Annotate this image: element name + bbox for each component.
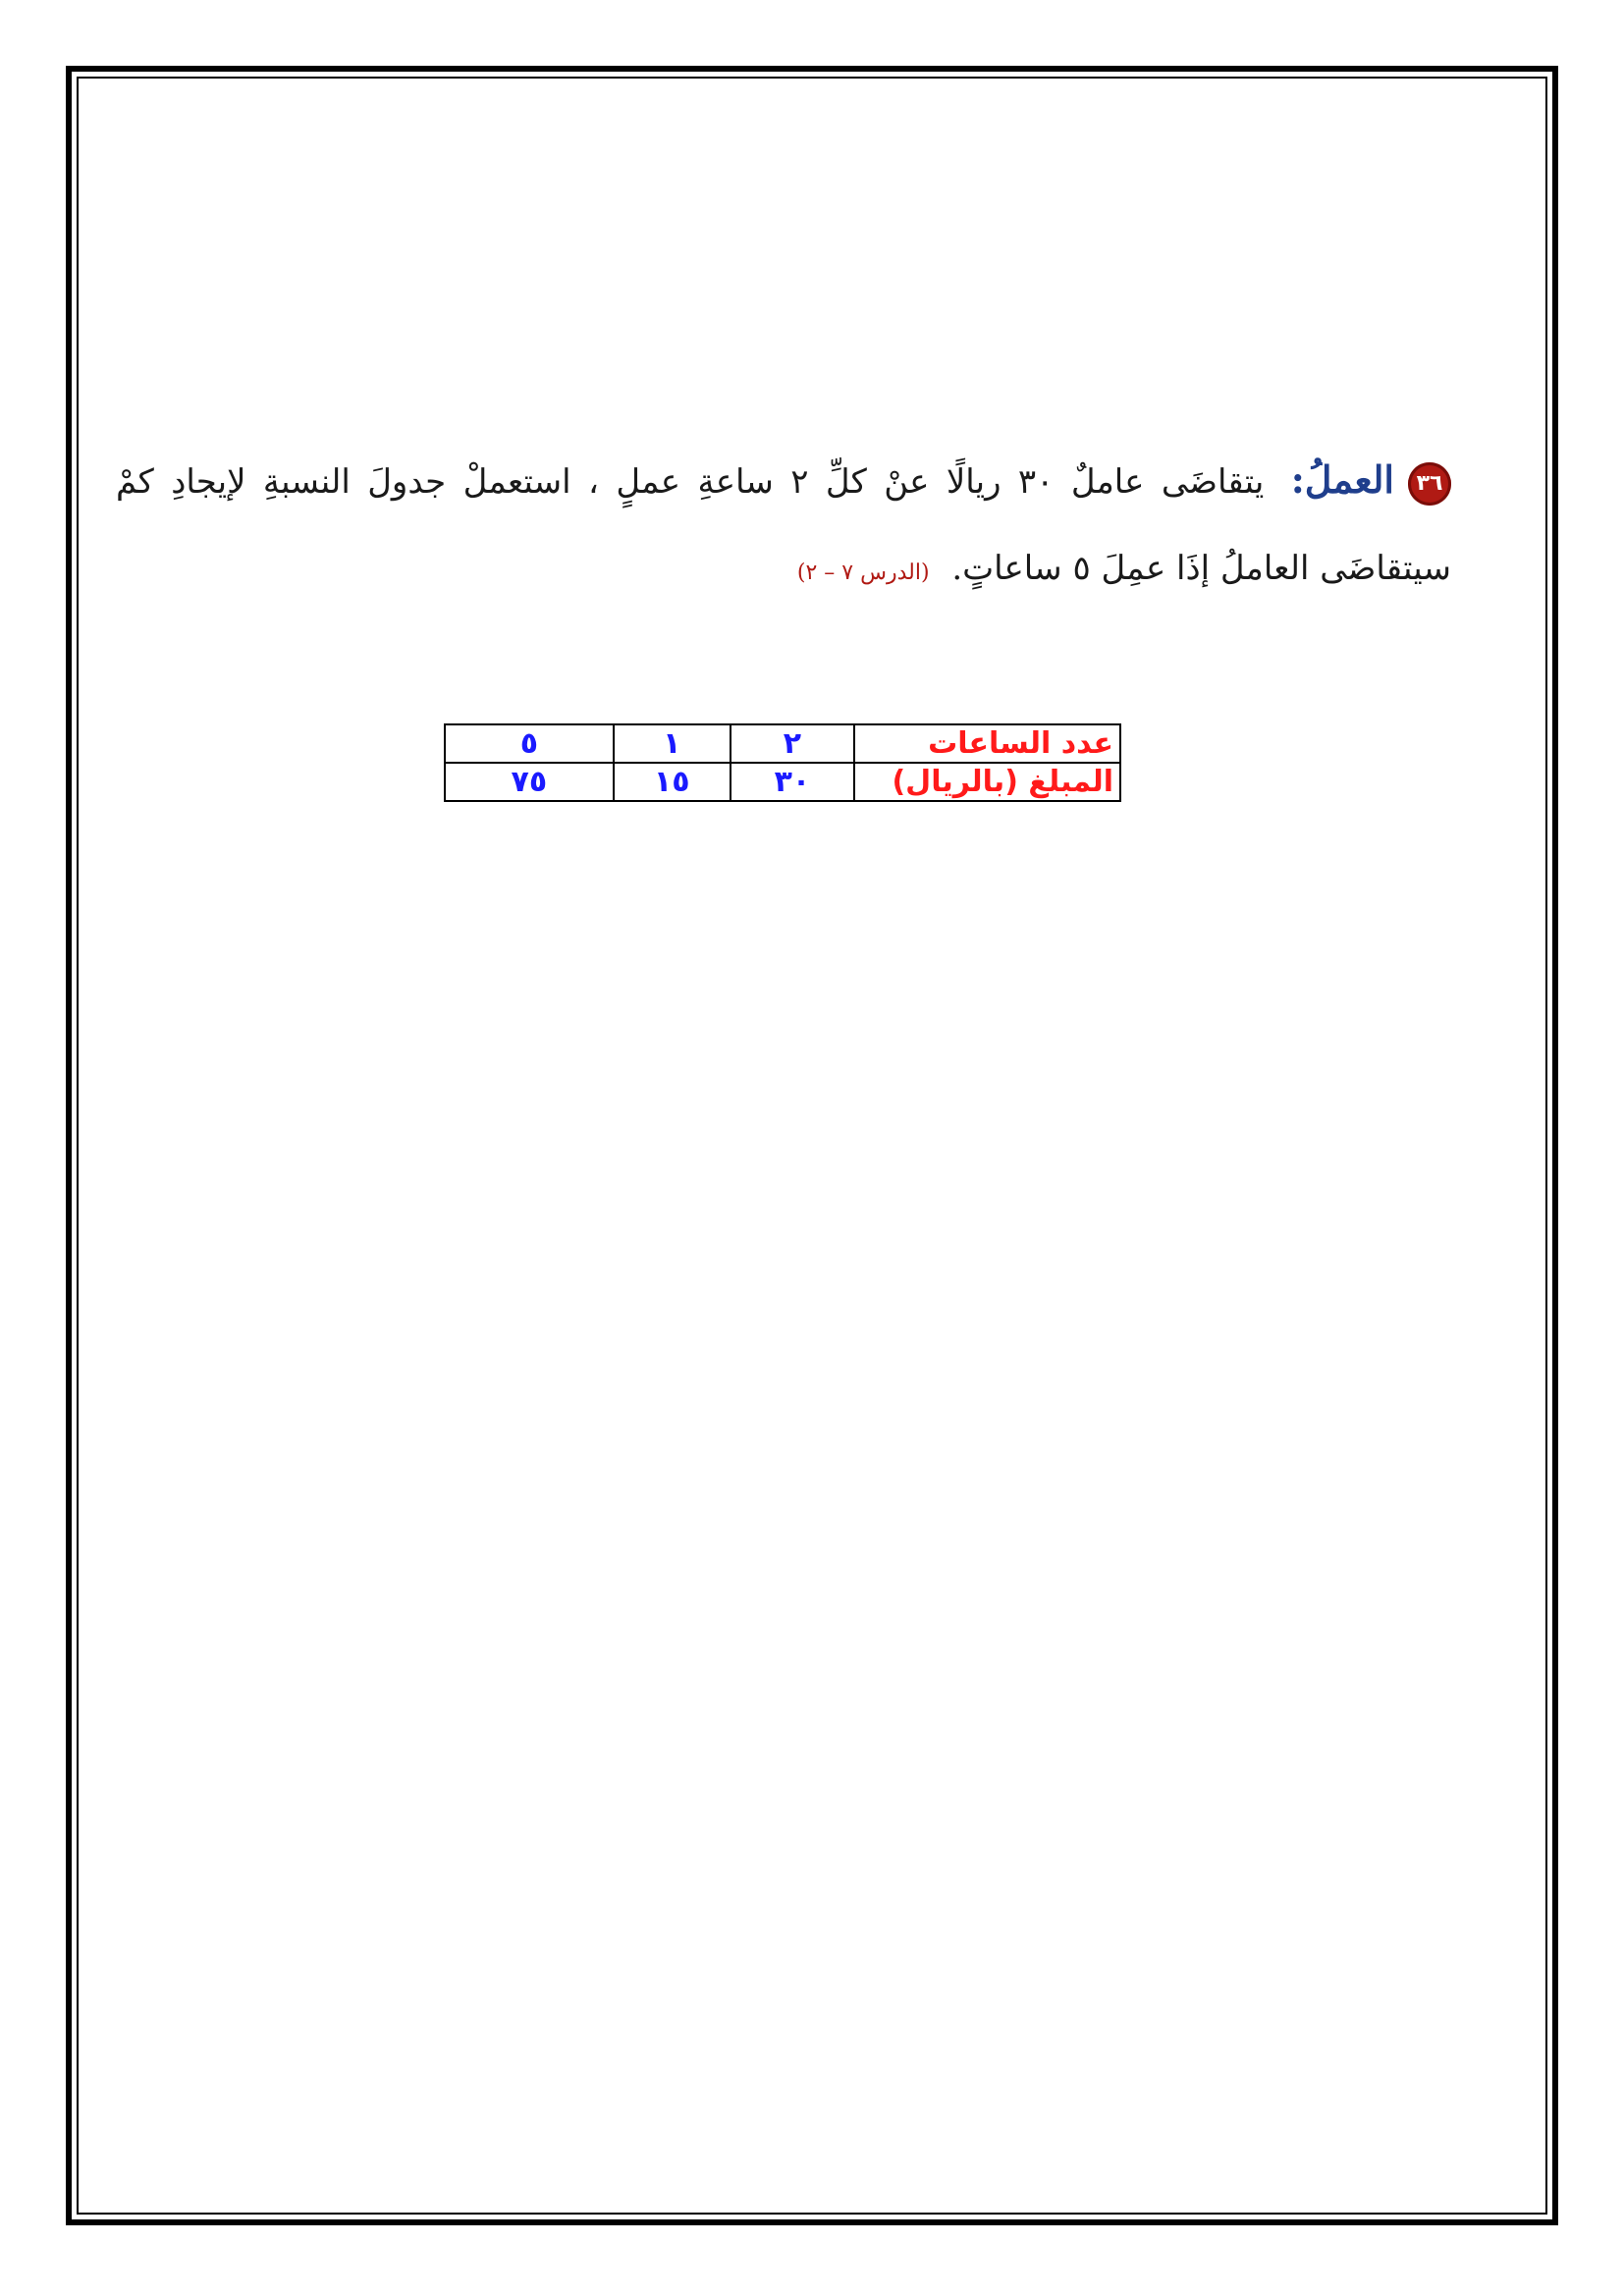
table-cell: ٥ — [445, 724, 614, 763]
problem-statement — [116, 437, 1451, 616]
table-cell: ١٥ — [614, 763, 731, 801]
problem-topic: العملُ: — [1290, 457, 1394, 502]
page-border-inner — [77, 77, 1547, 2215]
table-cell: ٧٥ — [445, 763, 614, 801]
table-cell: ١ — [614, 724, 731, 763]
row-label-hours: عدد الساعات — [854, 724, 1120, 763]
table-row — [445, 763, 1120, 801]
lesson-reference: (الدرس ٧ – ٢) — [796, 561, 930, 585]
row-label-amount: المبلغ (بالريال) — [854, 763, 1120, 801]
ratio-table — [444, 723, 1121, 802]
question-number-badge: ٣٦ — [1408, 462, 1451, 506]
table-row — [445, 724, 1120, 763]
table-cell: ٣٠ — [731, 763, 854, 801]
problem-text: يتقاضَى عاملٌ ٣٠ ريالًا عنْ كلِّ ٢ ساعةِ عملٍ ، استعملْ جدولَ النسبةِ لإيجادِ كمْ سيتقاضَى العاملُ إذَا عمِلَ ٥ ساعاتٍ. — [116, 462, 1451, 588]
table-cell: ٢ — [731, 724, 854, 763]
